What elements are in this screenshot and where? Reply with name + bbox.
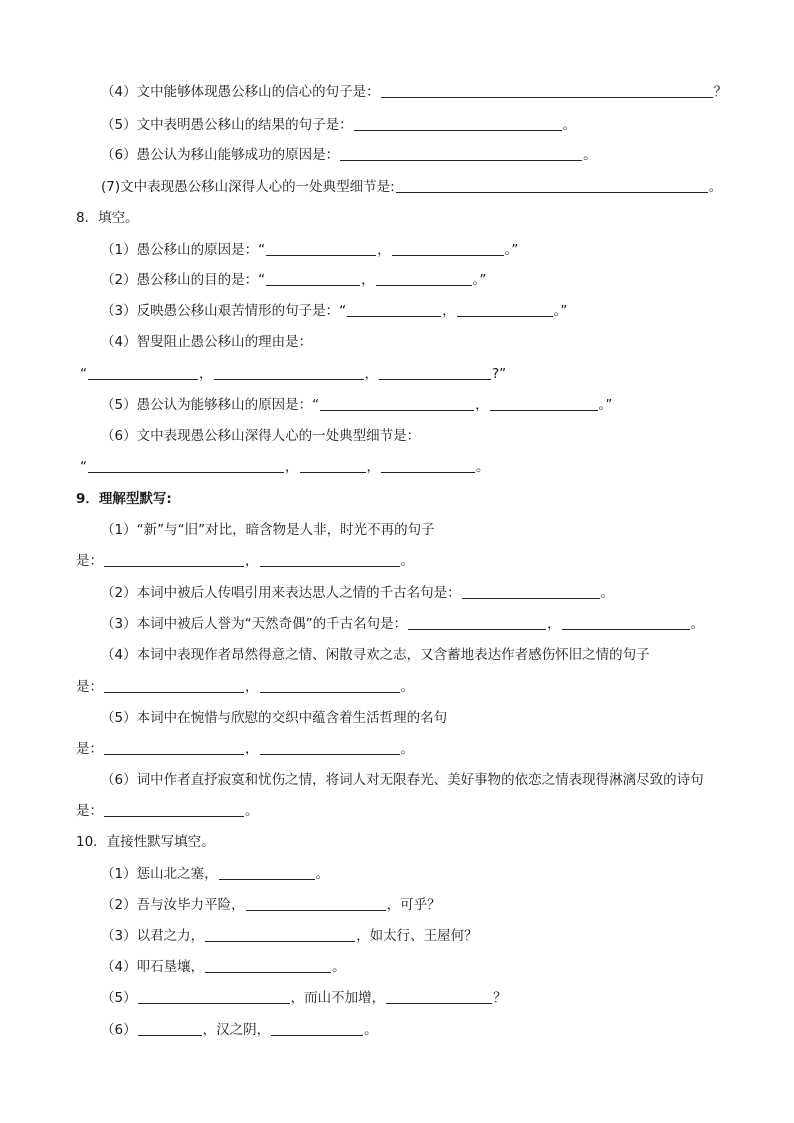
answer-blank[interactable] (104, 552, 244, 567)
q8-item-4: （4）智叟阻止愚公移山的理由是： (101, 334, 313, 350)
answer-blank[interactable] (347, 302, 441, 317)
q10-item-2: （2）吾与汝毕力平险， ，可乎？ (101, 897, 441, 913)
answer-blank[interactable] (205, 958, 331, 973)
q9-item-3: （3）本词中被后人誉为“天然奇偶”的千古名句是： ， 。 (101, 616, 705, 632)
answer-blank[interactable] (376, 271, 472, 286)
q7-item-4: （4）文中能够体现愚公移山的信心的句子是： ？ (101, 84, 728, 100)
answer-blank[interactable] (88, 365, 198, 380)
answer-blank[interactable] (320, 396, 474, 411)
q8-item-1: （1）愚公移山的原因是：“ ， 。” (101, 242, 519, 258)
answer-blank[interactable] (205, 927, 355, 942)
q9-item-4: （4）本词中表现作者昂然得意之情、闲散寻欢之志，又含蓄地表达作者感伤怀旧之情的句子 (101, 647, 650, 663)
answer-blank[interactable] (266, 241, 376, 256)
answer-blank[interactable] (219, 865, 315, 880)
answer-blank[interactable] (260, 678, 400, 693)
q8-item-6-answer: “ ， ， 。 (80, 459, 490, 475)
answer-blank[interactable] (396, 178, 708, 193)
q9-item-2: （2）本词中被后人传唱引用来表达思人之情的千古名句是： 。 (101, 585, 615, 601)
q8-item-5: （5）愚公认为能够移山的原因是：“ ， 。” (101, 397, 613, 413)
q10-item-4: （4）叩石垦壤， 。 (101, 959, 346, 975)
q10-heading: 10．直接性默写填空。 (76, 834, 215, 850)
answer-blank[interactable] (386, 989, 492, 1004)
answer-blank[interactable] (381, 83, 713, 98)
answer-blank[interactable] (271, 1021, 363, 1036)
q9-item-1-answer: 是： ， 。 (76, 553, 414, 569)
q9-item-5-answer: 是： ， 。 (76, 741, 414, 757)
q7-item-7: (7)文中表现愚公移山深得人心的一处典型细节是: 。 (101, 179, 723, 195)
q8-item-6: （6）文中表现愚公移山深得人心的一处典型细节是： (101, 428, 421, 444)
q9-item-6: （6）词中作者直抒寂寞和忧伤之情，将词人对无限春光、美好事物的依恋之情表现得淋漓尽致的诗句 (101, 772, 704, 788)
answer-blank[interactable] (104, 740, 244, 755)
answer-blank[interactable] (104, 678, 244, 693)
answer-blank[interactable] (379, 365, 491, 380)
q10-item-5: （5） ，而山不加增， ？ (101, 990, 507, 1006)
answer-blank[interactable] (381, 458, 475, 473)
q9-heading: 9．理解型默写: (76, 491, 172, 507)
answer-blank[interactable] (392, 241, 504, 256)
answer-blank[interactable] (260, 552, 400, 567)
answer-blank[interactable] (214, 365, 364, 380)
answer-blank[interactable] (260, 740, 400, 755)
answer-blank[interactable] (88, 458, 284, 473)
q8-item-2: （2）愚公移山的目的是：“ ， 。” (101, 272, 487, 288)
answer-blank[interactable] (246, 896, 386, 911)
answer-blank[interactable] (354, 116, 562, 131)
answer-blank[interactable] (490, 396, 598, 411)
answer-blank[interactable] (138, 989, 290, 1004)
answer-blank[interactable] (266, 271, 360, 286)
answer-blank[interactable] (408, 615, 546, 630)
q9-item-5: （5）本词中在惋惜与欣慰的交织中蕴含着生活哲理的名句 (101, 710, 448, 726)
q8-item-3: （3）反映愚公移山艰苦情形的句子是：“ ， 。” (101, 303, 568, 319)
q10-item-6: （6） ，汉之阴， 。 (101, 1022, 378, 1038)
q7-item-5: （5）文中表明愚公移山的结果的句子是： 。 (101, 117, 577, 133)
answer-blank[interactable] (562, 615, 690, 630)
answer-blank[interactable] (300, 458, 366, 473)
q8-heading: 8．填空。 (76, 210, 139, 226)
q7-item-6: （6）愚公认为移山能够成功的原因是： 。 (101, 147, 597, 163)
q9-item-1: （1）“新”与“旧”对比，暗含物是人非，时光不再的句子 (101, 522, 435, 538)
q9-item-4-answer: 是： ， 。 (76, 679, 414, 695)
answer-blank[interactable] (138, 1021, 202, 1036)
q8-item-4-answer: “ ， ， ?” (80, 366, 507, 382)
answer-blank[interactable] (462, 584, 600, 599)
q10-item-1: （1）惩山北之塞， 。 (101, 866, 330, 882)
q9-item-6-answer: 是： 。 (76, 803, 259, 819)
answer-blank[interactable] (457, 302, 553, 317)
answer-blank[interactable] (340, 146, 582, 161)
answer-blank[interactable] (104, 802, 244, 817)
q10-item-3: （3）以君之力， ，如太行、王屋何？ (101, 928, 478, 944)
